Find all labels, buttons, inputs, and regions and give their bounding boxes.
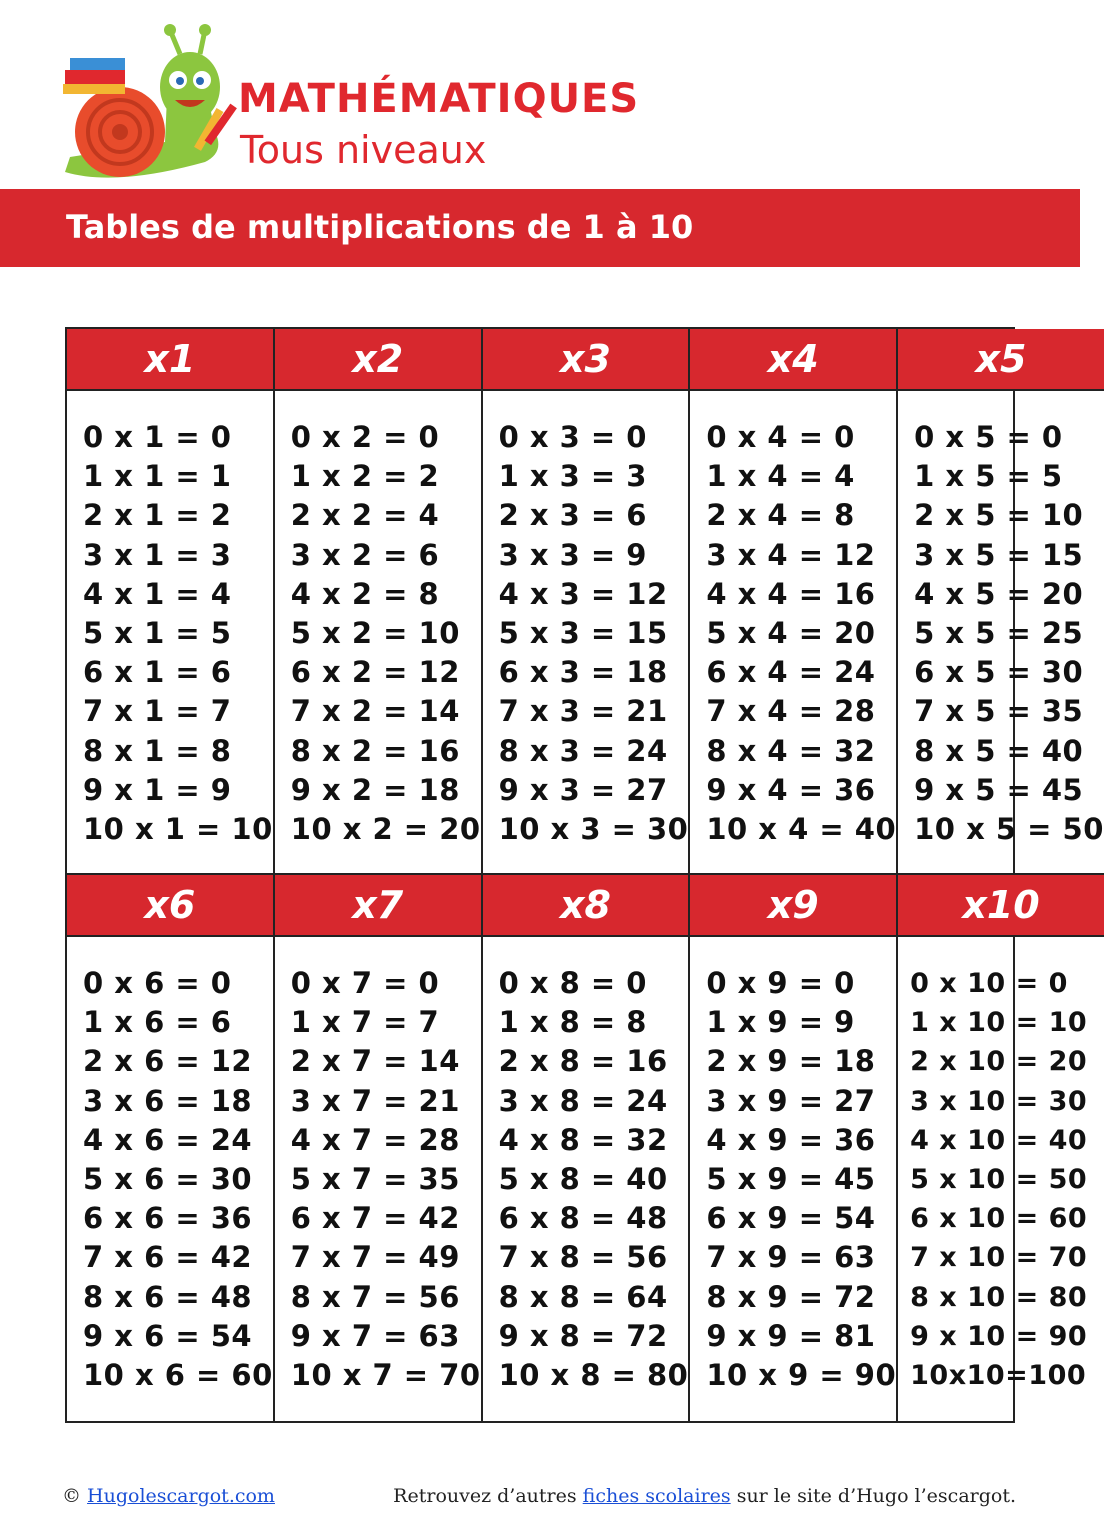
table-row: 10 x 9 = 90: [706, 1358, 897, 1393]
table-row: 0 x 9 = 0: [706, 966, 855, 1000]
table-row: 1 x 8 = 8: [498, 1005, 647, 1040]
table-row: 3 x 1 = 3: [83, 537, 232, 572]
table-row: 1 x 10 = 10: [910, 1007, 1088, 1039]
table-header: x9: [690, 875, 896, 937]
table-header: x6: [67, 875, 273, 937]
table-column-10: [898, 875, 1104, 1421]
table-row: 2 x 7 = 14: [290, 1044, 460, 1079]
table-row: 3 x 9 = 27: [706, 1083, 876, 1118]
table-column-6: [67, 875, 275, 1421]
table-row: 7 x 9 = 63: [706, 1240, 876, 1275]
table-header: x5: [898, 329, 1104, 391]
table-row: 6 x 5 = 30: [914, 655, 1084, 690]
table-row: 4 x 4 = 16: [706, 576, 876, 611]
table-row: 3 x 3 = 9: [498, 537, 647, 572]
table-header: x4: [690, 329, 896, 391]
table-row: 9 x 1 = 9: [83, 772, 232, 807]
table-header: x8: [483, 875, 689, 937]
table-row: 6 x 9 = 54: [706, 1201, 876, 1236]
table-row: 3 x 2 = 6: [290, 537, 440, 572]
table-row: 0 x 5 = 0: [914, 420, 1063, 454]
table-body: [898, 937, 1104, 1395]
table-column-7: [275, 875, 483, 1421]
table-row: 3 x 4 = 12: [706, 537, 876, 572]
table-row: 8 x 10 = 80: [910, 1281, 1088, 1313]
table-row: 0 x 8 = 0: [498, 966, 647, 1000]
table-row: 5 x 8 = 40: [498, 1162, 668, 1197]
table-row: 10 x 7 = 70: [290, 1358, 481, 1393]
table-row: 4 x 6 = 24: [83, 1122, 253, 1157]
table-header: x10: [898, 875, 1104, 937]
table-row: 5 x 1 = 5: [83, 616, 232, 651]
table-row: 2 x 4 = 8: [706, 498, 855, 533]
table-row: 5 x 6 = 30: [83, 1162, 253, 1197]
table-row: 3 x 10 = 30: [910, 1085, 1088, 1117]
table-row: 0 x 1 = 0: [83, 420, 232, 454]
table-row: 6 x 3 = 18: [498, 655, 668, 690]
table-body: [690, 937, 896, 1395]
table-body: [898, 391, 1104, 849]
table-body: [67, 391, 273, 849]
footer-note: [393, 1485, 1016, 1507]
table-row: 6 x 6 = 36: [83, 1201, 253, 1236]
table-row: 2 x 6 = 12: [83, 1044, 253, 1079]
table-row: 7 x 3 = 21: [498, 694, 668, 729]
table-row: 4 x 1 = 4: [83, 576, 232, 611]
table-row: 4 x 2 = 8: [290, 576, 440, 611]
table-column-5: [898, 329, 1104, 875]
copyright-symbol: ©: [62, 1485, 81, 1507]
table-row: 10 x 8 = 80: [498, 1358, 689, 1393]
page-subtitle: Tous niveaux: [240, 128, 487, 172]
table-row: 0 x 4 = 0: [706, 420, 855, 454]
table-row: 6 x 7 = 42: [290, 1201, 460, 1236]
table-row: 10 x 5 = 50: [914, 812, 1104, 847]
table-row: 5 x 5 = 25: [914, 616, 1084, 651]
table-row: 5 x 3 = 15: [498, 616, 668, 651]
table-row: 4 x 9 = 36: [706, 1122, 876, 1157]
table-row: 8 x 6 = 48: [83, 1279, 253, 1314]
table-row: 1 x 3 = 3: [498, 459, 647, 494]
table-row: 2 x 2 = 4: [290, 498, 440, 533]
table-row: 7 x 6 = 42: [83, 1240, 253, 1275]
table-row: 6 x 10 = 60: [910, 1203, 1088, 1235]
table-row: 8 x 8 = 64: [498, 1279, 668, 1314]
table-row: 9 x 2 = 18: [290, 772, 460, 807]
table-row: 4 x 7 = 28: [290, 1122, 460, 1157]
table-row: 0 x 2 = 0: [290, 420, 440, 454]
table-row: 5 x 10 = 50: [910, 1164, 1088, 1196]
table-row: 10x10=100: [910, 1360, 1087, 1392]
table-row: 3 x 7 = 21: [290, 1083, 460, 1118]
table-row: 10 x 3 = 30: [498, 812, 689, 847]
table-body: [483, 937, 689, 1395]
table-row: 8 x 5 = 40: [914, 733, 1084, 768]
table-row: 1 x 9 = 9: [706, 1005, 855, 1040]
table-row: 8 x 1 = 8: [83, 733, 232, 768]
table-row: 3 x 6 = 18: [83, 1083, 253, 1118]
table-row: 2 x 9 = 18: [706, 1044, 876, 1079]
table-row: 2 x 8 = 16: [498, 1044, 668, 1079]
table-row: 2 x 3 = 6: [498, 498, 647, 533]
banner-title: Tables de multiplications de 1 à 10: [66, 208, 694, 246]
table-row: 3 x 8 = 24: [498, 1083, 668, 1118]
table-body: [690, 391, 896, 849]
table-header: x3: [483, 329, 689, 391]
table-row: 6 x 2 = 12: [290, 655, 460, 690]
table-header: x2: [275, 329, 481, 391]
table-column-8: [483, 875, 691, 1421]
table-row: 3 x 5 = 15: [914, 537, 1084, 572]
table-row: 8 x 3 = 24: [498, 733, 668, 768]
table-row: 9 x 5 = 45: [914, 772, 1084, 807]
table-row: 4 x 3 = 12: [498, 576, 668, 611]
table-row: 8 x 4 = 32: [706, 733, 876, 768]
table-row: 9 x 6 = 54: [83, 1318, 253, 1353]
table-row: 7 x 2 = 14: [290, 694, 460, 729]
table-column-3: [483, 329, 691, 875]
table-row: 6 x 8 = 48: [498, 1201, 668, 1236]
footer-text-after: sur le site d’Hugo l’escargot.: [730, 1485, 1016, 1507]
table-row: 1 x 7 = 7: [290, 1005, 440, 1040]
table-body: [67, 937, 273, 1395]
table-row: 9 x 9 = 81: [706, 1318, 876, 1353]
table-row: 9 x 3 = 27: [498, 772, 668, 807]
table-row: 10 x 4 = 40: [706, 812, 897, 847]
table-row: 8 x 2 = 16: [290, 733, 460, 768]
table-column-1: [67, 329, 275, 875]
table-row: 7 x 8 = 56: [498, 1240, 668, 1275]
table-row: 7 x 4 = 28: [706, 694, 876, 729]
table-row: 1 x 6 = 6: [83, 1005, 232, 1040]
table-column-2: [275, 329, 483, 875]
table-row: 10 x 1 = 10: [83, 812, 273, 847]
table-row: 0 x 3 = 0: [498, 420, 647, 454]
table-row: 8 x 7 = 56: [290, 1279, 460, 1314]
multiplication-tables-grid: [65, 327, 1104, 1423]
table-row: 1 x 1 = 1: [83, 459, 232, 494]
table-row: 0 x 7 = 0: [290, 966, 440, 1000]
table-row: 1 x 4 = 4: [706, 459, 855, 494]
table-row: 9 x 7 = 63: [290, 1318, 460, 1353]
table-row: 4 x 8 = 32: [498, 1122, 668, 1157]
table-header: x1: [67, 329, 273, 391]
table-row: 6 x 4 = 24: [706, 655, 876, 690]
page-header: [0, 0, 1080, 188]
table-row: 9 x 8 = 72: [498, 1318, 668, 1353]
table-row: 5 x 4 = 20: [706, 616, 876, 651]
table-row: 5 x 9 = 45: [706, 1162, 876, 1197]
table-row: 8 x 9 = 72: [706, 1279, 876, 1314]
table-column-9: [690, 875, 898, 1421]
table-row: 4 x 10 = 40: [910, 1124, 1088, 1156]
page-title: MATHÉMATIQUES: [238, 76, 640, 122]
table-row: 1 x 2 = 2: [290, 459, 440, 494]
table-row: 5 x 7 = 35: [290, 1162, 460, 1197]
table-row: 5 x 2 = 10: [290, 616, 460, 651]
table-row: 6 x 1 = 6: [83, 655, 232, 690]
table-row: 2 x 10 = 20: [910, 1046, 1088, 1078]
table-row: 10 x 6 = 60: [83, 1358, 273, 1393]
table-row: 4 x 5 = 20: [914, 576, 1084, 611]
table-row: 7 x 1 = 7: [83, 694, 232, 729]
worksheets-link[interactable]: fiches scolaires: [582, 1485, 731, 1507]
table-body: [275, 391, 481, 849]
table-row: 7 x 5 = 35: [914, 694, 1084, 729]
table-header: x7: [275, 875, 481, 937]
table-row: 2 x 5 = 10: [914, 498, 1084, 533]
footer-copyright: [62, 1485, 275, 1507]
table-body: [483, 391, 689, 849]
table-row: 9 x 10 = 90: [910, 1320, 1088, 1352]
table-row: 0 x 10 = 0: [910, 968, 1068, 999]
table-row: 1 x 5 = 5: [914, 459, 1063, 494]
table-row: 10 x 2 = 20: [290, 812, 481, 847]
snail-logo-icon: [55, 22, 230, 182]
table-row: 9 x 4 = 36: [706, 772, 876, 807]
table-row: 7 x 10 = 70: [910, 1242, 1088, 1274]
table-column-4: [690, 329, 898, 875]
table-body: [275, 937, 481, 1395]
site-link[interactable]: Hugolescargot.com: [87, 1485, 275, 1507]
footer-text-before: Retrouvez d’autres: [393, 1485, 583, 1507]
table-row: 7 x 7 = 49: [290, 1240, 460, 1275]
table-row: 2 x 1 = 2: [83, 498, 232, 533]
table-row: 0 x 6 = 0: [83, 966, 232, 1000]
